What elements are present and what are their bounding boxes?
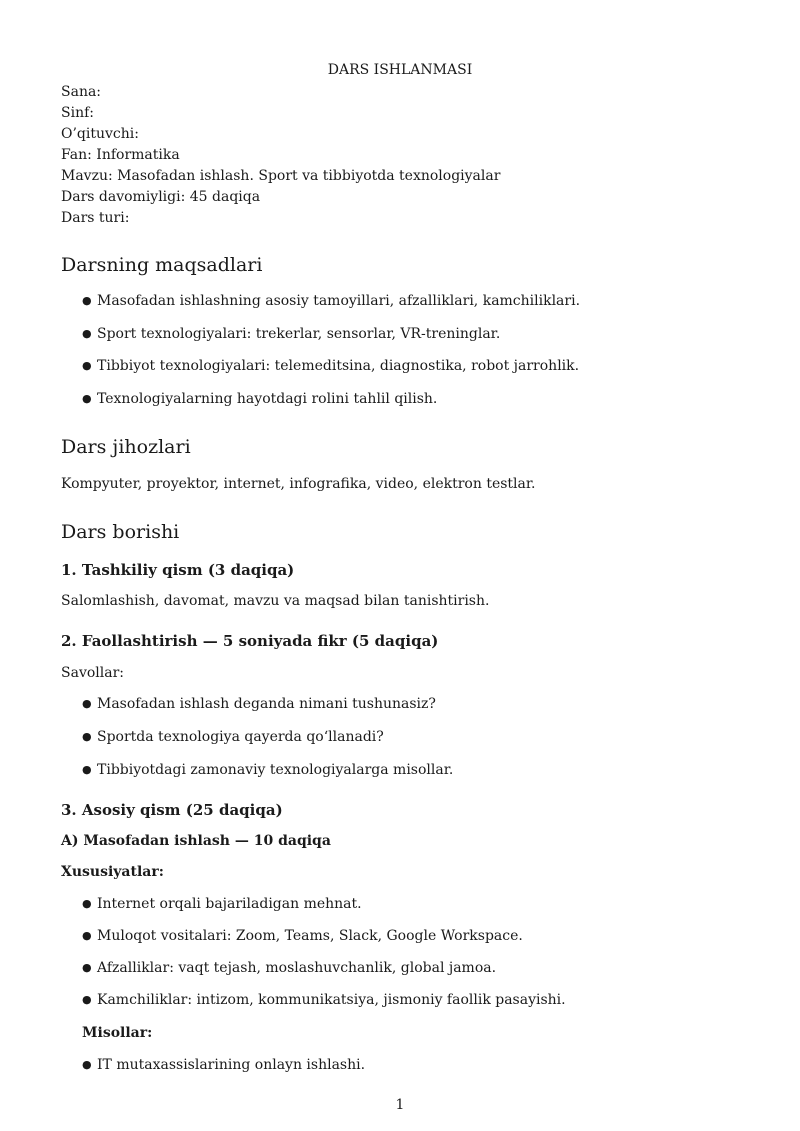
bullet-icon: ● — [82, 730, 92, 743]
bullet-icon: ● — [82, 763, 92, 776]
stage-2-heading: 2. Faollashtirish — 5 soniyada fikr (5 daqiqa) — [61, 632, 439, 650]
goal-item: ● Texnologiyalarning hayotdagi rolini tahlil qilish. — [82, 391, 438, 407]
stage-3-heading: 3. Asosiy qism (25 daqiqa) — [61, 801, 283, 819]
stage-1-heading: 1. Tashkiliy qism (3 daqiqa) — [61, 561, 295, 579]
meta-subject: Fan: Informatika — [61, 147, 180, 163]
bullet-icon: ● — [82, 359, 92, 372]
goals-heading: Darsning maqsadlari — [61, 254, 263, 276]
goal-item: ● Sport texnologiyalari: trekerlar, sensorlar, VR-treninglar. — [82, 326, 501, 342]
meta-class: Sinf: — [61, 105, 94, 121]
bullet-icon: ● — [82, 897, 92, 910]
example-item: ● IT mutaxassislarining onlayn ishlashi. — [82, 1057, 366, 1073]
feature-item: ● Afzalliklar: vaqt tejash, moslashuvchanlik, global jamoa. — [82, 960, 497, 976]
features-label: Xususiyatlar: — [61, 864, 164, 880]
question-item: ● Sportda texnologiya qayerda qo‘llanadi? — [82, 729, 384, 745]
process-heading: Dars borishi — [61, 521, 180, 543]
stage-1-text: Salomlashish, davomat, mavzu va maqsad bilan tanishtirish. — [61, 593, 490, 609]
bullet-icon: ● — [82, 993, 92, 1006]
bullet-icon: ● — [82, 961, 92, 974]
meta-duration: Dars davomiyligi: 45 daqiqa — [61, 189, 261, 205]
bullet-icon: ● — [82, 929, 92, 942]
stage-2-label: Savollar: — [61, 665, 124, 681]
equipment-heading: Dars jihozlari — [61, 436, 191, 458]
examples-label: Misollar: — [82, 1025, 153, 1041]
meta-topic: Mavzu: Masofadan ishlash. Sport va tibbiyotda texnologiyalar — [61, 168, 501, 184]
document-title: DARS ISHLANMASI — [327, 62, 473, 78]
part-a-heading: A) Masofadan ishlash — 10 daqiqa — [61, 833, 331, 849]
question-item: ● Masofadan ishlash deganda nimani tushunasiz? — [82, 696, 436, 712]
meta-date: Sana: — [61, 84, 102, 100]
bullet-icon: ● — [82, 294, 92, 307]
bullet-icon: ● — [82, 697, 92, 710]
feature-item: ● Internet orqali bajariladigan mehnat. — [82, 896, 362, 912]
feature-item: ● Muloqot vositalari: Zoom, Teams, Slack, Google Workspace. — [82, 928, 523, 944]
bullet-icon: ● — [82, 392, 92, 405]
feature-item: ● Kamchiliklar: intizom, kommunikatsiya, jismoniy faollik pasayishi. — [82, 992, 566, 1008]
goal-item: ● Masofadan ishlashning asosiy tamoyillari, afzalliklari, kamchiliklari. — [82, 293, 581, 309]
meta-teacher: O’qituvchi: — [61, 126, 139, 142]
equipment-text: Kompyuter, proyektor, internet, infografika, video, elektron testlar. — [61, 476, 536, 492]
goal-item: ● Tibbiyot texnologiyalari: telemeditsina, diagnostika, robot jarrohlik. — [82, 358, 580, 374]
question-item: ● Tibbiyotdagi zamonaviy texnologiyalarga misollar. — [82, 762, 454, 778]
bullet-icon: ● — [82, 1058, 92, 1071]
meta-lesson-type: Dars turi: — [61, 210, 130, 226]
bullet-icon: ● — [82, 327, 92, 340]
page-number: 1 — [395, 1097, 405, 1113]
